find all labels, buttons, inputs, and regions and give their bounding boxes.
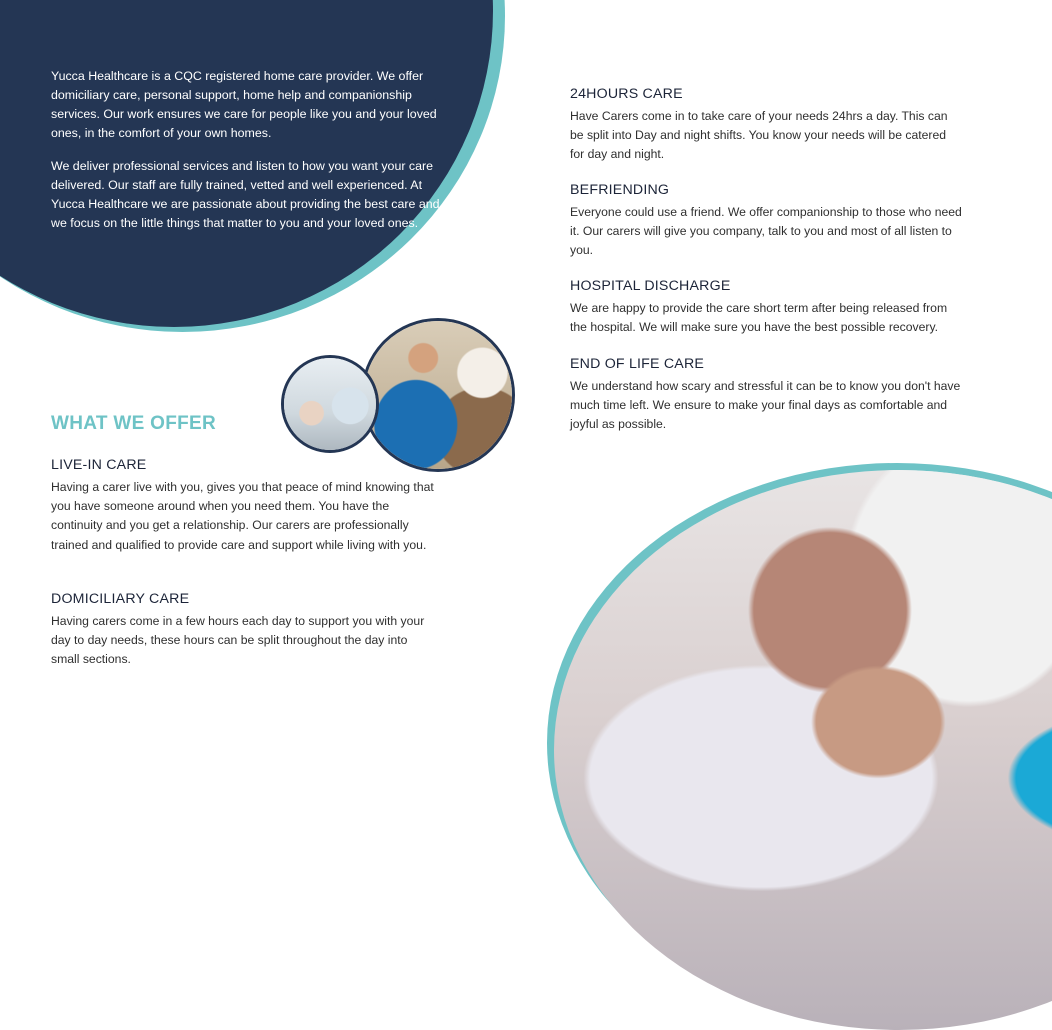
live-in-care-section — [51, 457, 436, 555]
hospital-discharge-heading: HOSPITAL DISCHARGE — [570, 278, 731, 294]
live-in-care-heading: LIVE-IN CARE — [51, 457, 147, 473]
domiciliary-care-section — [51, 591, 436, 670]
hospital-discharge-section — [570, 278, 962, 337]
what-we-offer-title: WHAT WE OFFER — [51, 413, 217, 434]
intro-paragraph-1: Yucca Healthcare is a CQC registered home care provider. We offer domiciliary care, personal support, home help and companionship services. Our work ensures we care for people like you and your loved ones, in the comfort of your own homes. — [51, 69, 437, 140]
domiciliary-care-text: Having carers come in a few hours each day to support you with your day to day needs, these hours can be split throughout the day into small sections. — [51, 614, 425, 667]
holding-hands-photo — [554, 470, 1052, 1030]
end-of-life-care-section — [570, 356, 962, 435]
intro-paragraph-2: We deliver professional services and listen to how you want your care delivered. Our staff are fully trained, vetted and well experienced. At Yucca Healthcare we are passionate about providing the best care and we focus on the little things that matter to you and your loved ones. — [51, 159, 440, 230]
carer-with-elderly-woman-photo — [361, 318, 515, 472]
befriending-heading: BEFRIENDING — [570, 182, 670, 198]
24hours-care-heading: 24HOURS CARE — [570, 86, 683, 102]
end-of-life-care-text: We understand how scary and stressful it can be to know you don't have much time left. We ensure to make your final days as comfortable and joyful as possible. — [570, 379, 961, 432]
domiciliary-care-heading: DOMICILIARY CARE — [51, 591, 190, 607]
befriending-section — [570, 182, 962, 261]
hospital-discharge-text: We are happy to provide the care short term after being released from the hospital. We will make sure you have the best possible recovery. — [570, 301, 948, 335]
live-in-care-text: Having a carer live with you, gives you that peace of mind knowing that you have someone around when you need them. You have the continuity and you get a relationship. Our carers are professionally trained and qualified to provide care and support while living with you. — [51, 480, 434, 552]
24hours-care-text: Have Carers come in to take care of your needs 24hrs a day. This can be split into Day and night shifts. You know your needs will be catered for day and night. — [570, 109, 948, 162]
24hours-care-section — [570, 86, 962, 165]
end-of-life-care-heading: END OF LIFE CARE — [570, 356, 705, 372]
intro-text — [51, 67, 446, 247]
befriending-text: Everyone could use a friend. We offer companionship to those who need it. Our carers will give you company, talk to you and most of all listen to you. — [570, 205, 962, 258]
home-visit-photo — [281, 355, 379, 453]
